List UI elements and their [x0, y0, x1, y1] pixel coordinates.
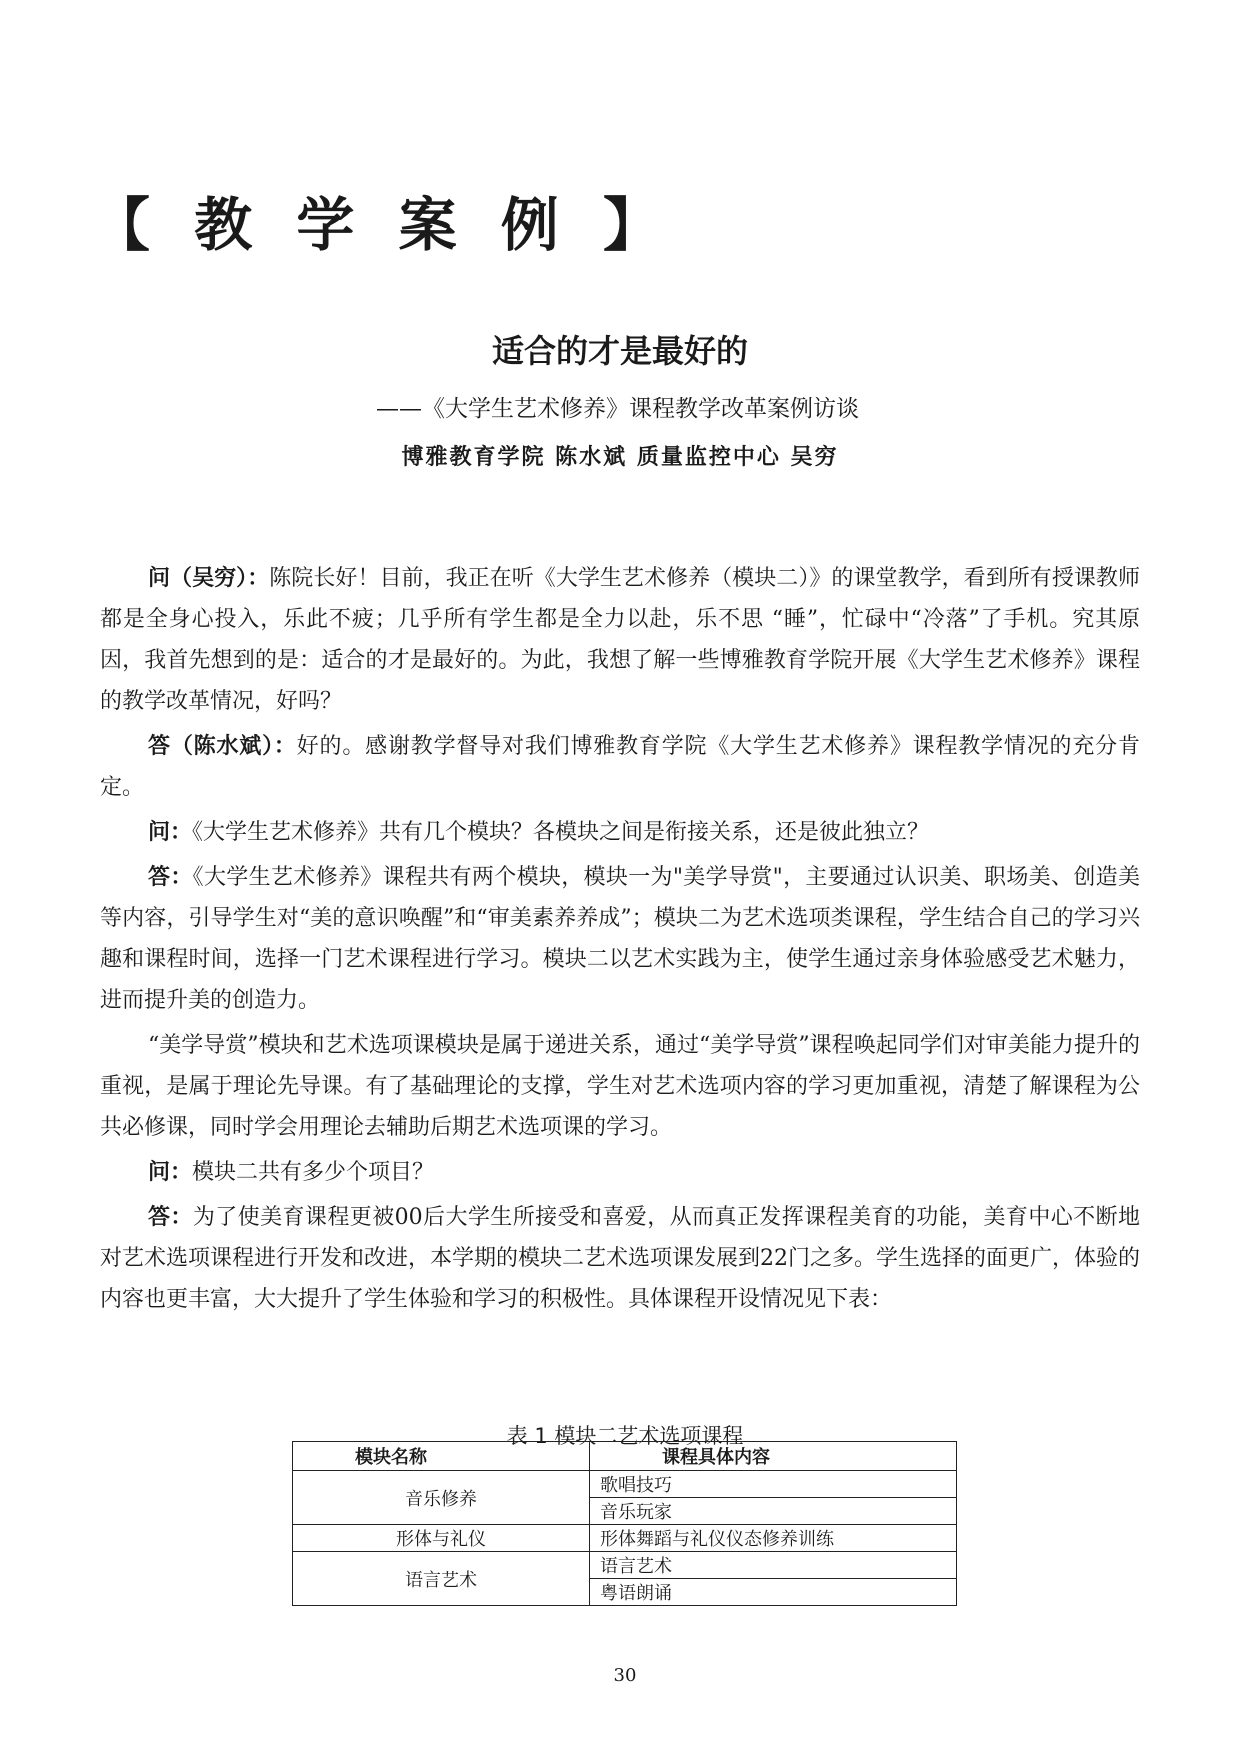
course-cell: 歌唱技巧	[590, 1471, 957, 1498]
speaker-label: 问：	[148, 1159, 193, 1185]
paragraph	[100, 1152, 1140, 1193]
paragraph-text: 陈院长好！目前，我正在听《大学生艺术修养（模块二）》的课堂教学，看到所有授课教师都是全身心投入，乐此不疲；几乎所有学生都是全力以赴，乐不思 “睡”，忙碌中“冷落”了手机。究其原因，我首先想到的是：适合的才是最好的。为此，我想了解一些博雅教育学院开展《大学生艺术修养》课程的教学改革情况，好吗？	[100, 566, 1140, 714]
speaker-label: 问（吴穷）：	[148, 565, 270, 591]
speaker-label: 答：	[148, 1204, 193, 1230]
speaker-label: 答（陈水斌）：	[148, 733, 297, 759]
module-cell: 形体与礼仪	[293, 1525, 590, 1552]
paragraph-text: 好的。感谢教学督导对我们博雅教育学院《大学生艺术修养》课程教学情况的充分肯定。	[100, 734, 1140, 800]
paragraph	[100, 1197, 1140, 1320]
article-authors: 博雅教育学院 陈水斌 质量监控中心 吴穷	[401, 444, 839, 470]
column-header-content: 课程具体内容	[590, 1442, 957, 1471]
course-cell: 形体舞蹈与礼仪仪态修养训练	[590, 1525, 957, 1552]
course-cell: 语言艺术	[590, 1552, 957, 1579]
paragraph	[100, 857, 1140, 1021]
column-header-module: 模块名称	[293, 1442, 590, 1471]
page-number: 30	[613, 1665, 637, 1686]
interview-body	[100, 558, 1140, 1324]
article-subtitle: ——《大学生艺术修养》课程教学改革案例访谈	[376, 396, 859, 422]
speaker-label: 问：	[148, 819, 193, 845]
speaker-label: 答：	[148, 864, 193, 890]
article-title: 适合的才是最好的	[491, 332, 748, 370]
paragraph	[100, 726, 1140, 808]
paragraph-text: 《大学生艺术修养》共有几个模块？各模块之间是衔接关系，还是彼此独立？	[192, 820, 930, 845]
table-row	[293, 1525, 957, 1552]
paragraph-text: “美学导赏”模块和艺术选项课模块是属于递进关系，通过“美学导赏”课程唤起同学们对审美能力提升的重视，是属于理论先导课。有了基础理论的支撑，学生对艺术选项内容的学习更加重视，清楚了解课程为公共必修课，同时学会用理论去辅助后期艺术选项课的学习。	[100, 1033, 1140, 1140]
course-cell: 粤语朗诵	[590, 1579, 957, 1606]
paragraph-text: 《大学生艺术修养》课程共有两个模块，模块一为"美学导赏"，主要通过认识美、职场美、创造美等内容，引导学生对“美的意识唤醒”和“审美素养养成”；模块二为艺术选项类课程，学生结合自己的学习兴趣和课程时间，选择一门艺术课程进行学习。模块二以艺术实践为主，使学生通过亲身体验感受艺术魅力，进而提升美的创造力。	[100, 865, 1140, 1013]
paragraph	[100, 558, 1140, 722]
section-title: 【 教 学 案 例 】	[92, 191, 673, 259]
paragraph	[100, 812, 1140, 853]
table-row	[293, 1471, 957, 1498]
table-row	[293, 1552, 957, 1579]
paragraph	[100, 1025, 1140, 1148]
paragraph-text: 模块二共有多少个项目？	[192, 1160, 435, 1185]
table-header-row	[293, 1442, 957, 1471]
module-cell: 音乐修养	[293, 1471, 590, 1525]
module-cell: 语言艺术	[293, 1552, 590, 1606]
course-cell: 音乐玩家	[590, 1498, 957, 1525]
paragraph-text: 为了使美育课程更被00后大学生所接受和喜爱，从而真正发挥课程美育的功能，美育中心不断地对艺术选项课程进行开发和改进，本学期的模块二艺术选项课发展到22门之多。学生选择的面更广，体验的内容也更丰富，大大提升了学生体验和学习的积极性。具体课程开设情况见下表：	[100, 1205, 1140, 1312]
course-table	[292, 1441, 957, 1606]
table-caption: 表 1 模块二艺术选项课程	[506, 1424, 744, 1448]
